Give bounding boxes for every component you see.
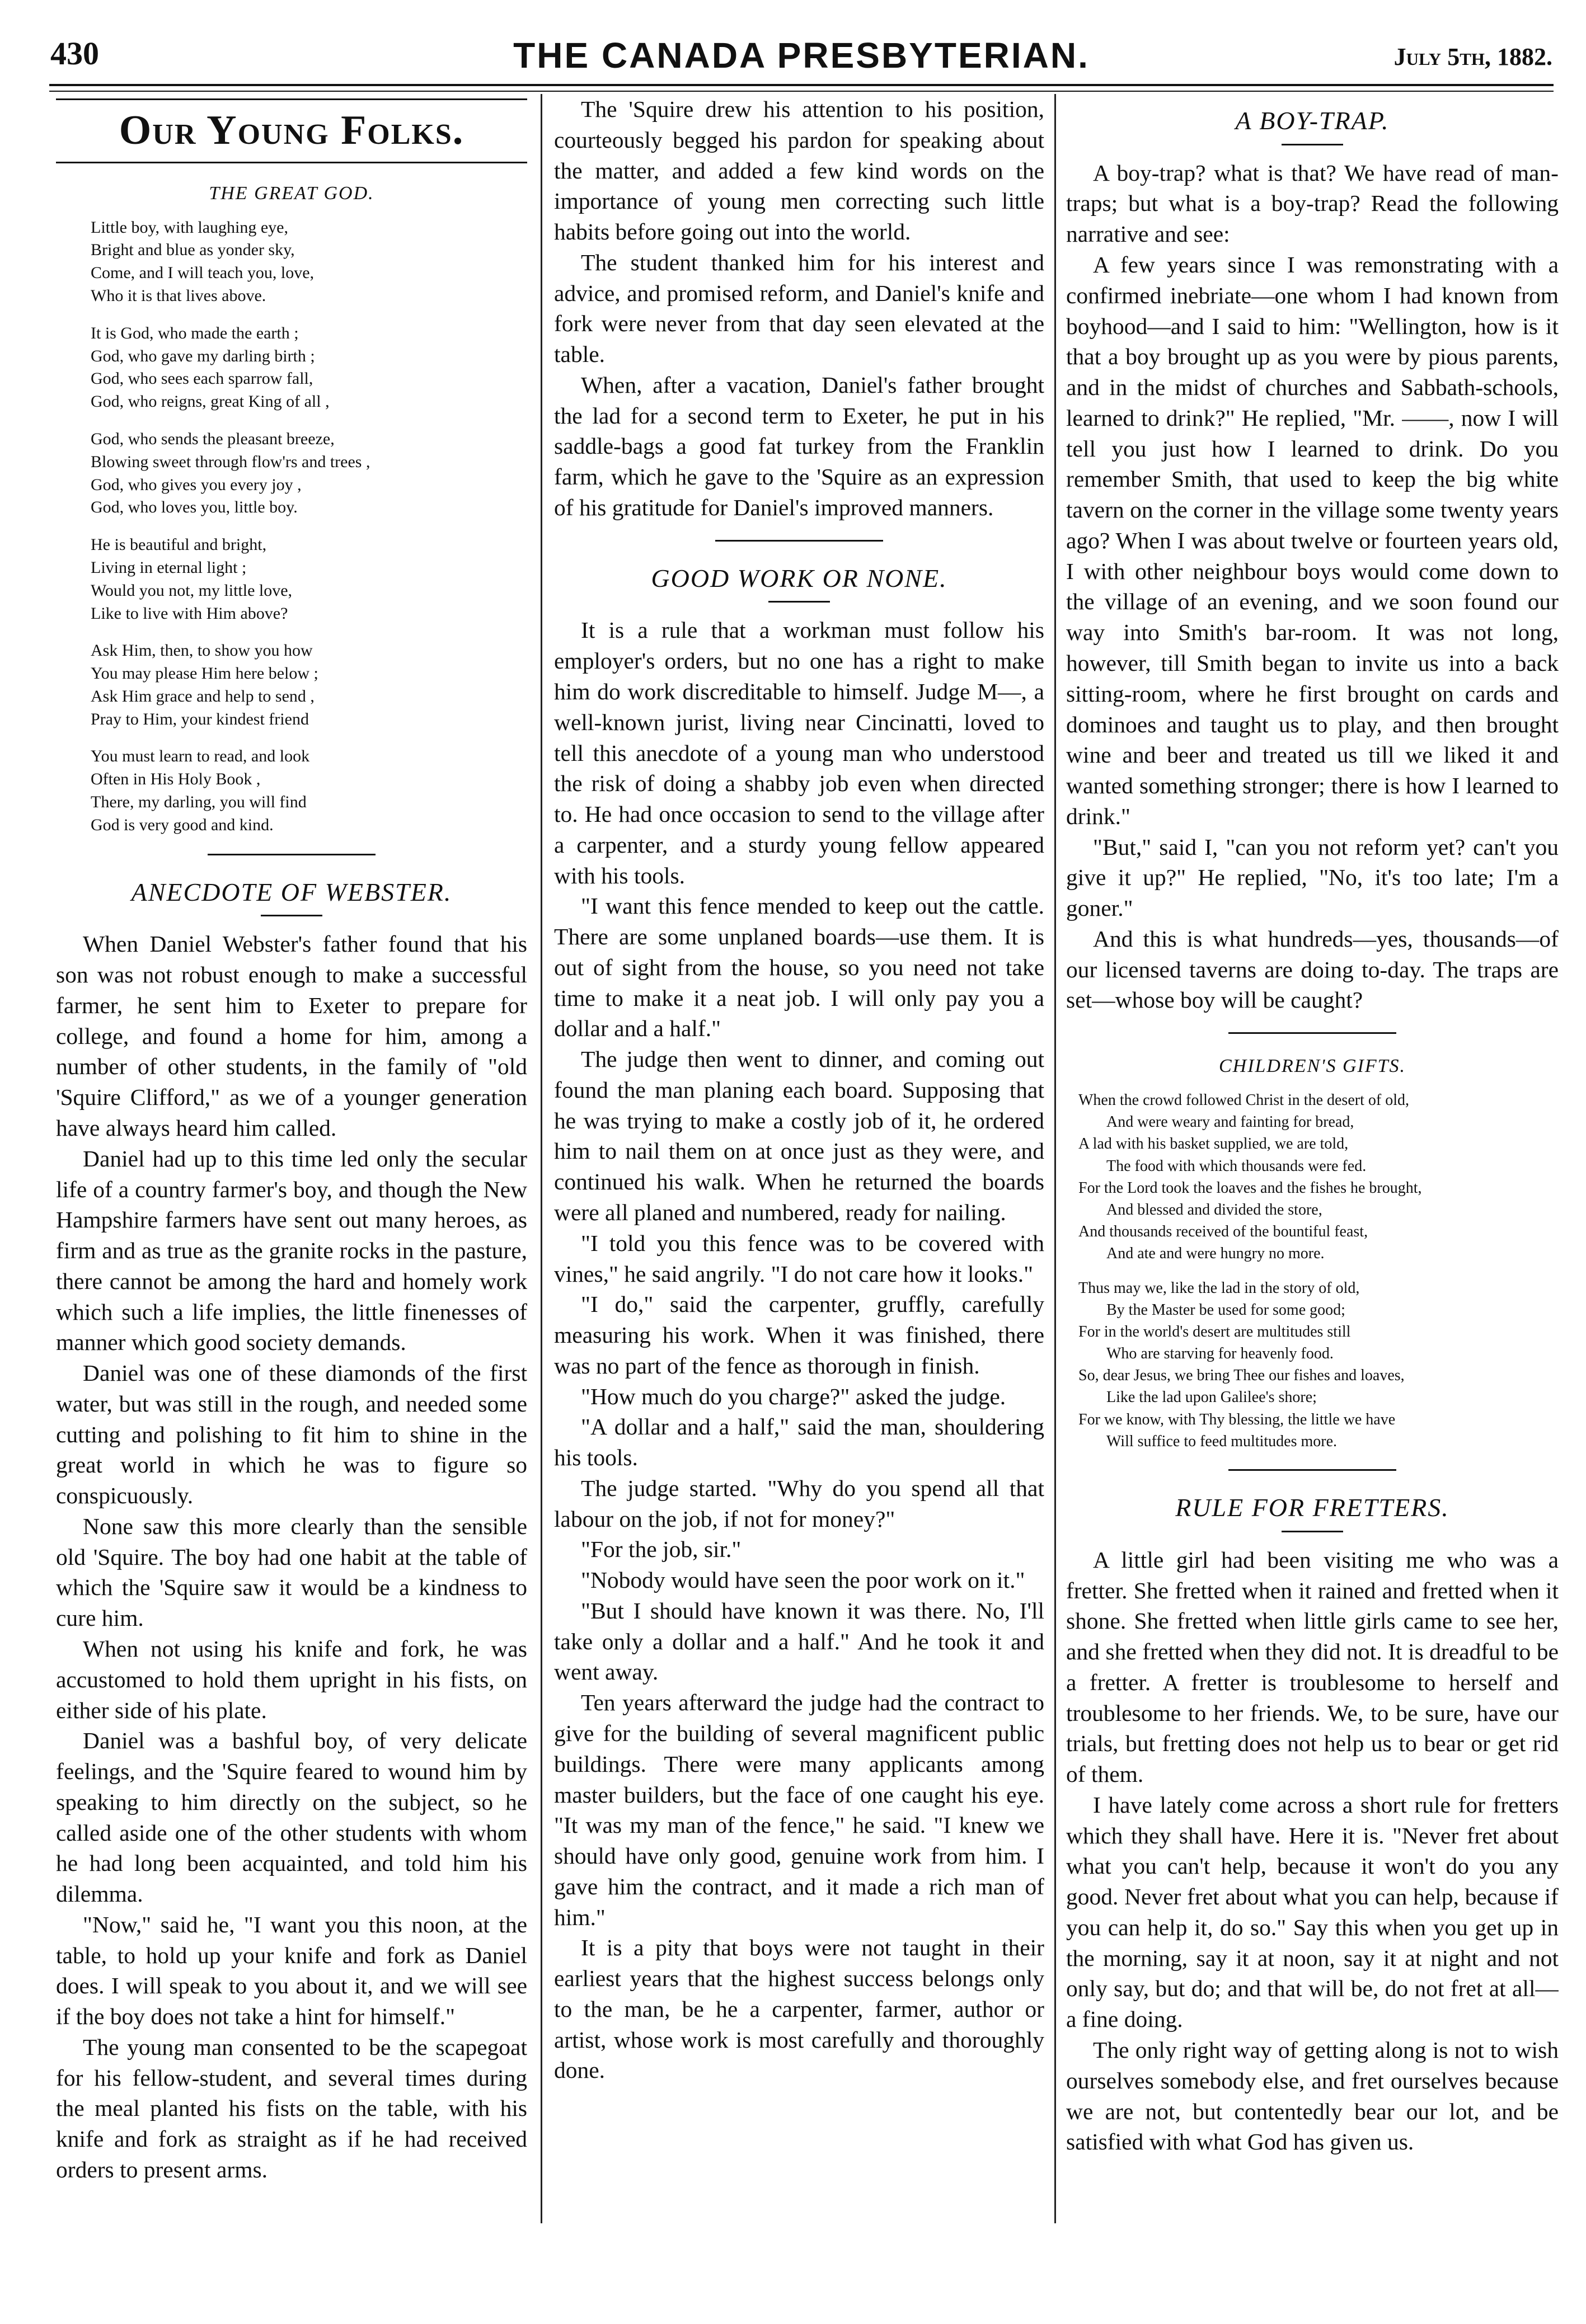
- poem-line: Who are starving for heavenly food.: [1106, 1345, 1334, 1363]
- paragraph: Ten years afterward the judge had the contract to give for the building of several magnificent public buildings. There were many applicants among master builders, but the face of one caught his eye. "It was my man of the fence," he said. "I knew we should have only good, genuine work from him. I gave him the contract, and it made a rich man of him.": [554, 1690, 1044, 1930]
- poem-line: God, who gives you every joy ,: [91, 475, 302, 494]
- poem-line: For we know, with Thy blessing, the little we have: [1078, 1410, 1396, 1428]
- issue-date: July 5th, 1882.: [1393, 43, 1552, 70]
- article-title-fretters: RULE FOR FRETTERS.: [1175, 1493, 1449, 1522]
- poem-line: By the Master be used for some good;: [1106, 1301, 1345, 1319]
- poem-line: God, who loves you, little boy.: [91, 498, 298, 517]
- article-separator: [715, 540, 883, 542]
- paragraph: When not using his knife and fork, he was accustomed to hold them upright in his fists, on either side of his plate.: [56, 1636, 527, 1723]
- article-boy-trap-body: [1066, 158, 1559, 1015]
- poem-line: God is very good and kind.: [91, 815, 274, 834]
- paragraph: A boy-trap? what is that? We have read of man-traps; but what is a boy-trap? Read the following narrative and see:: [1066, 159, 1559, 247]
- poem-line: Bright and blue as yonder sky,: [91, 241, 295, 260]
- poem-stanza: [91, 534, 527, 625]
- paragraph: When, after a vacation, Daniel's father brought the lad for a second term to Exeter, he put in his saddle-bags a good fat turkey from the Franklin farm, which he gave to the 'Squire as an expression of his gratitude for Daniel's improved manners.: [554, 371, 1044, 520]
- poem-line: For in the world's desert are multitudes still: [1078, 1323, 1351, 1340]
- article-separator: [1228, 1032, 1396, 1034]
- poem-stanza: [91, 745, 527, 836]
- poem-line: God, who gave my darling birth ;: [91, 346, 315, 365]
- poem-line: Little boy, with laughing eye,: [91, 218, 288, 237]
- paragraph: "I told you this fence was to be covered with vines," he said angrily. "I do not care how it looks.": [554, 1230, 1044, 1287]
- article-separator: [208, 854, 376, 855]
- paragraph: "Now," said he, "I want you this noon, at the table, to hold up your knife and fork as Daniel does. I will speak to you about it, and we will see if the boy does not take a hint for himself.": [56, 1911, 527, 2030]
- paragraph: Daniel was a bashful boy, of very delicate feelings, and the 'Squire feared to wound him by speaking to him directly on the subject, so he called aside one of the other students with whom he had long been acquainted, and told him his dilemma.: [56, 1728, 527, 1907]
- column-2: [554, 94, 1044, 2223]
- poem-line: Often in His Holy Book ,: [91, 770, 261, 789]
- poem-line: A lad with his basket supplied, we are told,: [1078, 1135, 1349, 1153]
- poem-line: Blowing sweet through flow'rs and trees ,: [91, 452, 370, 471]
- poem-line: So, dear Jesus, we bring Thee our fishes and loaves,: [1078, 1367, 1405, 1385]
- poem-line: Like to live with Him above?: [91, 604, 288, 623]
- paragraph: "But I should have known it was there. No, I'll take only a dollar and a half." And he took it and went away.: [554, 1597, 1044, 1685]
- poem-line: When the crowd followed Christ in the desert of old,: [1078, 1092, 1409, 1109]
- poem-line: There, my darling, you will find: [91, 793, 307, 812]
- poem-line: God, who reigns, great King of all ,: [91, 392, 330, 411]
- paragraph: "A dollar and a half," said the man, shouldering his tools.: [554, 1414, 1044, 1471]
- paragraph: "I want this fence mended to keep out the cattle. There are some unplaned boards—use them. It is out of sight from the house, so you need not take time to make it a neat job. I will only pay you a dollar and a half.": [554, 893, 1044, 1042]
- poem-stanza: [91, 428, 527, 519]
- title-underline: [768, 601, 830, 603]
- poem-line: Who it is that lives above.: [91, 286, 266, 305]
- paragraph: The student thanked him for his interest and advice, and promised reform, and Daniel's knife and fork were never from that day seen elevated at the table.: [554, 249, 1044, 368]
- paragraph: "How much do you charge?" asked the judge.: [581, 1383, 1006, 1409]
- poem-line: The food with which thousands were fed.: [1106, 1157, 1367, 1175]
- poem-line: Living in eternal light ;: [91, 558, 247, 577]
- paragraph: It is a pity that boys were not taught in their earliest years that the highest success belongs only to the man, be he a carpenter, farmer, author or artist, whose work is most carefully and thoroughly done.: [554, 1935, 1044, 2083]
- title-underline: [261, 915, 322, 916]
- poem-line: Thus may we, like the lad in the story of old,: [1078, 1279, 1360, 1297]
- paragraph: The only right way of getting along is not to wish ourselves somebody else, and fret ourselves because we are not, but contentedly bear our lot, and be satisfied with what God has given us.: [1066, 2037, 1559, 2155]
- poem-line: And blessed and divided the store,: [1106, 1201, 1322, 1219]
- poem-line: God, who sends the pleasant breeze,: [91, 429, 335, 448]
- article-separator: [1228, 1469, 1396, 1471]
- paragraph: I have lately come across a short rule for fretters which they shall have. Here it is. "Never fret about what you can't help, because it won't do you any good. Never fret about what you can help, because if you can help it, do so." Say this when you get up in the morning, say it at noon, say it at night and not only say, but do; and that will be, do not fret at all—a fine doing.: [1066, 1791, 1559, 2033]
- section-heading-box: [56, 98, 527, 163]
- page-number: 430: [50, 35, 99, 72]
- paragraph: "I do," said the carpenter, gruffly, carefully measuring his work. When it was finished, there was no part of the fence as thorough in finish.: [554, 1291, 1044, 1379]
- article-good-work-body: [554, 615, 1044, 2086]
- poem-line: You must learn to read, and look: [91, 747, 310, 766]
- article-webster-body: [56, 929, 527, 2185]
- poem-great-god: [91, 217, 527, 837]
- poem-line: And thousands received of the bountiful feast,: [1078, 1223, 1368, 1241]
- poem-line: God, who sees each sparrow fall,: [91, 369, 313, 388]
- article-fretters-body: [1066, 1545, 1559, 2157]
- poem-line: Come, and I will teach you, love,: [91, 264, 315, 283]
- paragraph: It is a rule that a workman must follow his employer's orders, but no one has a right to make him do work discreditable to himself. Judge M—, a well-known jurist, living near Cincinatti, loved to tell this anecdote of a young man who understood the risk of doing a shabby job even when directed to. He had once occasion to send to the village after a carpenter, and a sturdy young fellow appeared with his tools.: [554, 617, 1044, 888]
- header-rule: [49, 84, 1554, 86]
- paragraph: None saw this more clearly than the sensible old 'Squire. The boy had one habit at the table of which the 'Squire saw it would be a kindness to cure him.: [56, 1513, 527, 1631]
- paragraph: When Daniel Webster's father found that his son was not robust enough to make a successful farmer, he sent him to Exeter to prepare for college, and found a home for him, among a number of other students, in the family of "old 'Squire Clifford," as we of a younger generation have always heard him called.: [56, 931, 527, 1141]
- poem-stanza: [91, 322, 527, 413]
- newspaper-title: THE CANADA PRESBYTERIAN.: [513, 35, 1090, 76]
- article-webster-continued: [554, 94, 1044, 523]
- section-heading: Our Young Folks.: [119, 107, 464, 153]
- paragraph: "Nobody would have seen the poor work on it.": [581, 1567, 1025, 1593]
- title-underline: [1282, 144, 1343, 145]
- paragraph: A little girl had been visiting me who was a fretter. She fretted when it rained and fretted when it shone. She fretted when little girls came to see her, and she fretted when they did not. It is dreadful to be a fretter. A fretter is troublesome to herself and troublesome to her friends. We, to be sure, have our trials, but fretting does not help us to bear or get rid of them.: [1066, 1546, 1559, 1787]
- article-title-boy-trap: A BOY-TRAP.: [1235, 106, 1390, 135]
- title-underline: [1282, 1531, 1343, 1532]
- poem-line: Ask Him, then, to show you how: [91, 641, 313, 660]
- poem-line: You may please Him here below ;: [91, 664, 318, 683]
- poem-line: It is God, who made the earth ;: [91, 323, 299, 342]
- poem-line: And were weary and fainting for bread,: [1106, 1113, 1354, 1131]
- poem-childrens-gifts: [1078, 1089, 1559, 1452]
- paragraph: The judge started. "Why do you spend all that labour on the job, if not for money?": [554, 1475, 1044, 1532]
- poem-line: For the Lord took the loaves and the fishes he brought,: [1078, 1179, 1422, 1197]
- poem-stanza: [1078, 1089, 1559, 1265]
- poem-stanza: [91, 639, 527, 731]
- article-title-webster: ANECDOTE OF WEBSTER.: [131, 877, 452, 906]
- paragraph: "For the job, sir.": [581, 1536, 742, 1563]
- poem-line: Would you not, my little love,: [91, 581, 293, 600]
- poem-line: He is beautiful and bright,: [91, 535, 267, 554]
- header-rule-thin: [49, 91, 1554, 92]
- poem-stanza: [91, 217, 527, 308]
- article-title-good-work: GOOD WORK OR NONE.: [651, 563, 947, 592]
- column-divider: [1054, 94, 1056, 2223]
- column-3: [1066, 94, 1559, 2223]
- poem-line: And ate and were hungry no more.: [1106, 1245, 1325, 1263]
- poem-line: Pray to Him, your kindest friend: [91, 709, 309, 728]
- paragraph: Daniel had up to this time led only the secular life of a country farmer's boy, and though the New Hampshire farmers have sent out many heroes, as firm and as true as the granite rocks in the pasture, there cannot be among the hard and homely work which such a life implies, the little finenesses of manner which good society demands.: [56, 1145, 527, 1356]
- paragraph: Daniel was one of these diamonds of the first water, but was still in the rough, and needed some cutting and polishing to fit him to shine in the great world in which he was to figure so conspicuously.: [56, 1360, 527, 1509]
- paragraph: A few years since I was remonstrating with a confirmed inebriate—one whom I had known from boyhood—and I said to him: "Wellington, how is it that a boy brought up as you were by pious parents, and in the midst of churches and Sabbath-schools, learned to drink?" He replied, "Mr. ——, now I will tell you just how I learned to drink. Do you remember Smith, that used to keep the big white tavern on the corner in the village some twenty years ago? When I was about twelve or fourteen years old, I with other neighbour boys would come down to the village of an evening, and we soon found our way into Smith's bar-room. It was not long, however, till Smith began to invite us into a back sitting-room, where he first brought on cards and dominoes and taught us to play, and then brought wine and beer and treated us till we liked it and wanted something stronger; there is how I learned to drink.": [1066, 252, 1559, 829]
- poem-line: Ask Him grace and help to send ,: [91, 686, 315, 705]
- paragraph: The 'Squire drew his attention to his position, courteously begged his pardon for speaking about the matter, and added a few kind words on the importance of young men correcting such little habits before going out into the world.: [554, 96, 1044, 245]
- paragraph: The young man consented to be the scapegoat for his fellow-student, and several times during the meal planted his fists on the table, with his knife and fork as straight as if he had received orders to present arms.: [56, 2034, 527, 2183]
- poem-stanza: [1078, 1277, 1559, 1453]
- column-divider: [541, 94, 542, 2223]
- poem-line: Like the lad upon Galilee's shore;: [1106, 1389, 1317, 1406]
- poem-title: CHILDREN'S GIFTS.: [1218, 1056, 1406, 1077]
- poem-title: THE GREAT GOD.: [209, 182, 374, 204]
- column-1: [56, 94, 527, 2223]
- page-header: [50, 35, 1552, 91]
- poem-line: Will suffice to feed multitudes more.: [1106, 1432, 1338, 1450]
- paragraph: The judge then went to dinner, and coming out found the man planing each board. Supposing that he was trying to make a costly job of it, he ordered him to nail them on at once just as they were, and continued his walk. When he returned the boards were all planed and numbered, ready for nailing.: [554, 1046, 1044, 1225]
- paragraph: And this is what hundreds—yes, thousands—of our licensed taverns are doing to-day. The traps are set—whose boy will be caught?: [1066, 925, 1559, 1013]
- paragraph: "But," said I, "can you not reform yet? can't you give it up?" He replied, "No, it's too late; I'm a goner.": [1066, 834, 1559, 921]
